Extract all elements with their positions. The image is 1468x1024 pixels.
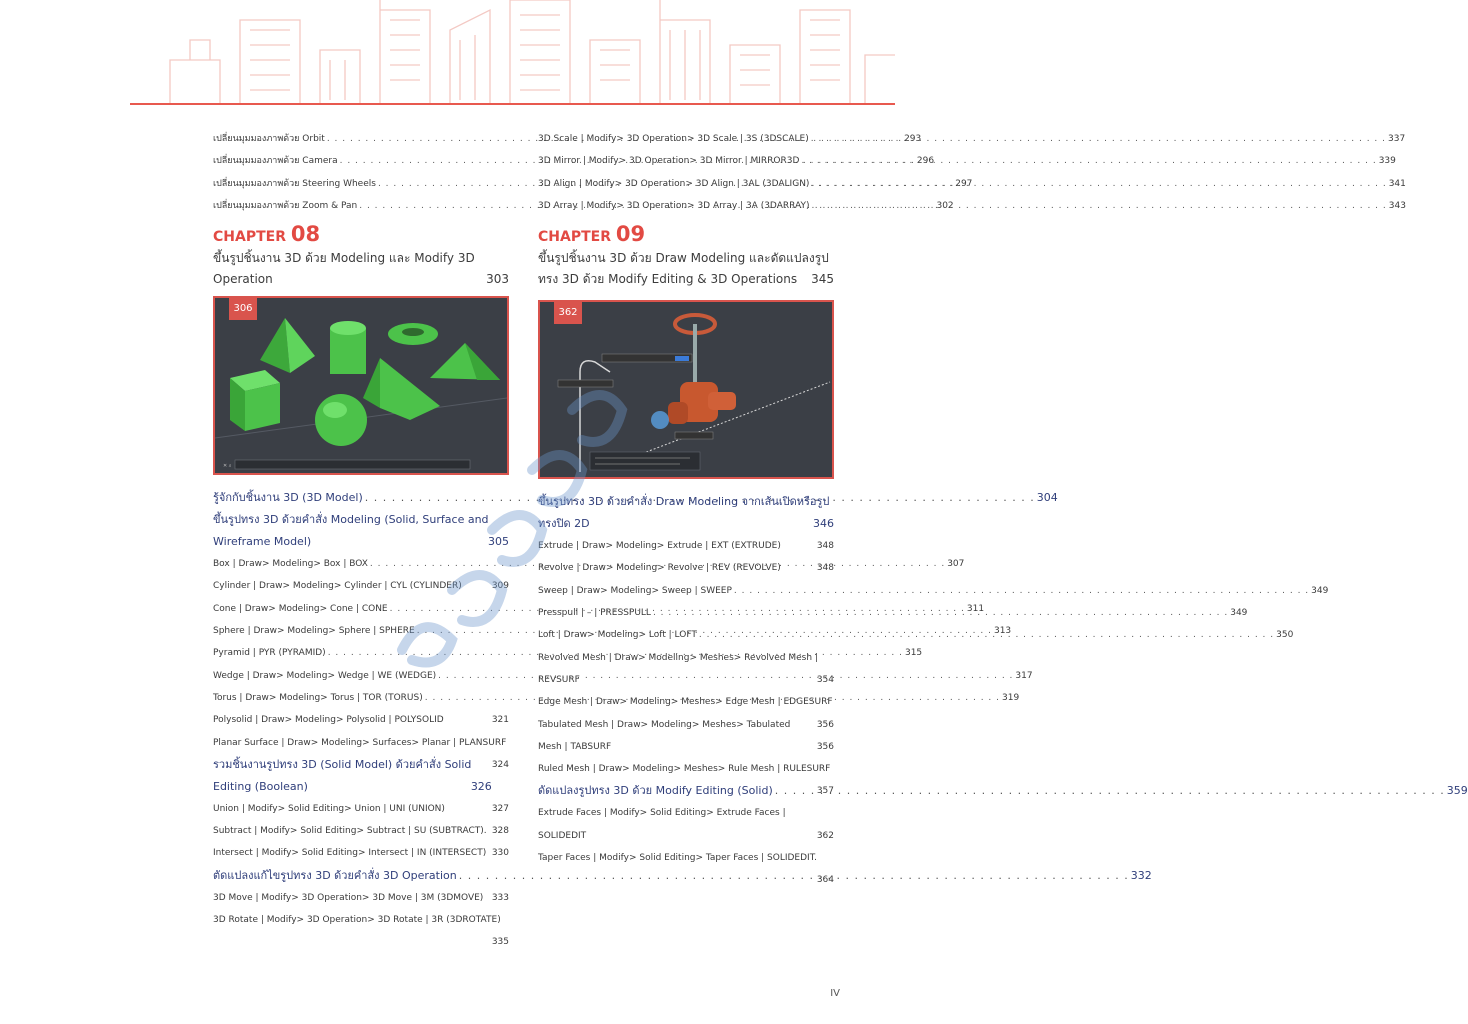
toc-entry-page: 304	[1036, 491, 1058, 505]
toc-entry-title: Ruled Mesh | Draw> Modeling> Meshes> Rule Mesh | RULESURF	[538, 764, 831, 775]
toc-entry[interactable]	[538, 847, 834, 886]
chapter-screenshot	[213, 296, 509, 475]
toc-entry-page: 302	[936, 200, 954, 211]
toc-entry-page: 346	[813, 517, 834, 531]
toc-entry-page: 297	[955, 178, 973, 189]
toc-entry-page: 333	[491, 892, 509, 903]
toc-entry[interactable]	[213, 798, 509, 820]
page-number: IV	[830, 988, 840, 999]
toc-entry-page: 359	[1446, 784, 1468, 798]
toc-entry-page: 335	[491, 937, 509, 948]
toc-entry-title: Polysolid | Draw> Modeling> Polysolid | POLYSOLID	[213, 715, 444, 726]
chapter-number: 08	[290, 222, 321, 247]
toc-entry[interactable]	[538, 491, 834, 535]
toc-entry-title: Sweep | Draw> Modeling> Sweep | SWEEP	[538, 585, 732, 596]
toc-entry-title: Union | Modify> Solid Editing> Union | UNI (UNION)	[213, 803, 445, 814]
toc-entry-page: 348	[816, 541, 834, 552]
toc-entry-title: Cone | Draw> Modeling> Cone | CONE	[213, 603, 388, 614]
screenshot-badge: 362	[554, 302, 582, 324]
toc-entry-title: Intersect | Modify> Solid Editing> Intersect | IN (INTERSECT)	[213, 848, 487, 859]
toc-entry-title: 3D Mirror | Modify> 3D Operation> 3D Mirror | MIRROR3D	[538, 156, 800, 167]
toc-entry[interactable]	[213, 487, 1058, 509]
toc-entry-page: 307	[947, 559, 965, 570]
toc-entry-title: เปลี่ยนมุมมองภาพด้วย Orbit	[213, 134, 325, 144]
toc-entry-page: 332	[1130, 868, 1152, 882]
toc-entry-page: 305	[488, 535, 509, 549]
toc-entry-page: 328	[491, 826, 509, 837]
toc-entry-page: 362	[816, 830, 834, 841]
toc-entry-title: Tabulated Mesh | Draw> Modeling> Meshes> Tabulated Mesh | TABSURF	[538, 719, 791, 752]
toc-entry-page: 357	[816, 786, 834, 797]
chapter-label: CHAPTER 09	[538, 222, 646, 247]
toc-entry-page: 293	[904, 134, 922, 144]
screenshot-badge: 306	[229, 298, 257, 320]
toc-entry-page: 337	[1388, 134, 1406, 144]
toc-entry-title: รู้จักกับชิ้นงาน 3D (3D Model)	[213, 491, 363, 505]
chapter-screenshot	[538, 300, 834, 479]
toc-entry[interactable]	[213, 732, 509, 770]
toc-entry-title: ขึ้นรูปทรง 3D ด้วยคำสั่ง Draw Modeling จากเส้นเปิดหรือรูปทรงปิด 2D	[538, 495, 830, 531]
toc-entry-title: Revolved Mesh | Draw> Modeling> Meshes> Revolved Mesh | REVSURF	[538, 652, 818, 685]
toc-entry-title: 3D Scale | Modify> 3D Operation> 3D Scale | 3S (3DSCALE)	[538, 134, 809, 144]
toc-entry-page: 349	[1311, 585, 1329, 596]
toc-entry-page: 339	[1378, 156, 1396, 167]
toc-entry-page: 330	[491, 848, 509, 859]
toc-entry-page: 349	[1230, 608, 1248, 619]
toc-entry-title: Box | Draw> Modeling> Box | BOX	[213, 559, 368, 570]
valve-extrude-illustration	[540, 302, 832, 477]
toc-entry-page: 321	[491, 715, 509, 726]
toc-entry-page: 327	[491, 803, 509, 814]
header-rule	[130, 103, 895, 105]
toc-entry-page: 326	[470, 779, 492, 793]
toc-entry-page: 341	[1388, 178, 1406, 189]
toc-entry[interactable]	[538, 557, 834, 579]
3d-solids-illustration	[215, 298, 507, 473]
toc-entry-page: 313	[993, 626, 1012, 637]
toc-entry-title: Torus | Draw> Modeling> Torus | TOR (TORUS)	[213, 692, 423, 703]
toc-entry-title: 3D Move | Modify> 3D Operation> 3D Move | 3M (3DMOVE)	[213, 892, 484, 903]
toc-entry-title: Presspull | – | PRESSPULL	[538, 608, 651, 619]
toc-entry-page: 350	[1276, 630, 1294, 641]
toc-entry-title: Pyramid | PYR (PYRAMID)	[213, 648, 326, 659]
toc-entry[interactable]	[538, 802, 834, 847]
toc-entry-page: 348	[816, 563, 834, 574]
toc-entry-title: Cylinder | Draw> Modeling> Cylinder | CYL (CYLINDER)	[213, 581, 462, 592]
toc-entry-page: 364	[816, 875, 834, 886]
chapter-page: 345	[811, 272, 834, 287]
toc-entry-title: ดัดแปลงรูปทรง 3D ด้วย Modify Editing (Solid)	[538, 784, 773, 798]
toc-entry-page: 343	[1388, 200, 1406, 211]
chapter-number: 09	[615, 222, 646, 247]
toc-entry[interactable]	[213, 909, 509, 948]
toc-entry[interactable]	[213, 887, 509, 909]
toc-entry-title: ตัดแปลงแก้ไขรูปทรง 3D ด้วยคำสั่ง 3D Operation	[213, 868, 457, 882]
chapter-title[interactable]: ขึ้นรูปชิ้นงาน 3D ด้วย Modeling และ Modify 3D Operation 303	[213, 248, 509, 290]
toc-entry-title: 3D Array | Modify> 3D Operation> 3D Array | 3A (3DARRAY)	[538, 200, 810, 211]
toc-entry[interactable]	[213, 642, 923, 664]
toc-entry[interactable]	[213, 509, 509, 553]
toc-entry-page: 311	[966, 603, 985, 614]
toc-entry-title: Revolve | Draw> Modeling> Revolve | REV (REVOLVE)	[538, 563, 781, 574]
toc-entry-title: Edge Mesh | Draw> Modeling> Meshes> Edge Mesh | EDGESURF	[538, 697, 833, 708]
toc-entry[interactable]	[538, 535, 834, 557]
toc-entry-title: ขึ้นรูปทรง 3D ด้วยคำสั่ง Modeling (Solid, Surface and Wireframe Model)	[213, 513, 489, 549]
toc-entry-title: Taper Faces | Modify> Solid Editing> Taper Faces | SOLIDEDIT.	[538, 853, 817, 864]
toc-entry-title: Planar Surface | Draw> Modeling> Surfaces> Planar | PLANSURF	[213, 737, 507, 748]
toc-entry-title: Sphere | Draw> Modeling> Sphere | SPHERE	[213, 626, 415, 637]
toc-entry-page: 317	[1015, 670, 1033, 681]
toc-entry-title: Extrude Faces | Modify> Solid Editing> Extrude Faces | SOLIDEDIT	[538, 808, 786, 841]
toc-entry-page: 354	[816, 674, 834, 685]
toc-entry-title: เปลี่ยนมุมมองภาพด้วย Camera	[213, 156, 338, 167]
toc-entry-page: 309	[491, 581, 509, 592]
toc-entry-page: 324	[491, 759, 509, 770]
toc-entry-title: Extrude | Draw> Modeling> Extrude | EXT (EXTRUDE)	[538, 541, 781, 552]
toc-entry-page: 296	[916, 156, 935, 167]
toc-entry-title: รวมชิ้นงานรูปทรง 3D (Solid Model) ด้วยคำสั่ง Solid Editing (Boolean)	[213, 757, 472, 793]
svg-text:✕ ⌕: ✕ ⌕	[223, 463, 232, 470]
toc-entry-page: 356	[816, 741, 834, 752]
toc-entry-title: 3D Rotate | Modify> 3D Operation> 3D Rotate | 3R (3DROTATE)	[213, 915, 501, 926]
toc-entry[interactable]	[538, 647, 834, 692]
toc-entry-page: 356	[816, 719, 834, 730]
toc-entry-title: Subtract | Modify> Solid Editing> Subtract | SU (SUBTRACT).	[213, 826, 487, 837]
toc-entry-title: 3D Align | Modify> 3D Operation> 3D Align | 3AL (3DALIGN)	[538, 178, 810, 189]
toc-entry-title: Loft | Draw> Modeling> Loft | LOFT	[538, 630, 697, 641]
toc-entry[interactable]	[538, 691, 834, 730]
toc-entry[interactable]	[213, 709, 509, 731]
toc-entry[interactable]	[213, 820, 509, 842]
chapter-page: 303	[486, 272, 509, 287]
toc-entry[interactable]	[538, 714, 834, 759]
toc-entry-title: เปลี่ยนมุมมองภาพด้วย Steering Wheels	[213, 178, 376, 189]
toc-entry[interactable]	[213, 575, 509, 597]
chapter-label: CHAPTER 08	[213, 222, 321, 247]
header-building-art	[130, 0, 895, 104]
toc-entry-page: 315	[904, 648, 923, 659]
toc-entry[interactable]	[538, 580, 1329, 602]
chapter-title[interactable]: ขึ้นรูปชิ้นงาน 3D ด้วย Draw Modeling และดัดแปลงรูปทรง 3D ด้วย Modify Editing & 3D Operations 345	[538, 248, 834, 290]
toc-entry-title: เปลี่ยนมุมมองภาพด้วย Zoom & Pan	[213, 200, 358, 211]
toc-entry-page: 319	[1002, 692, 1020, 703]
toc-entry-title: Wedge | Draw> Modeling> Wedge | WE (WEDGE)	[213, 670, 437, 681]
toc-entry[interactable]	[213, 842, 509, 864]
toc-entry[interactable]	[213, 754, 509, 798]
